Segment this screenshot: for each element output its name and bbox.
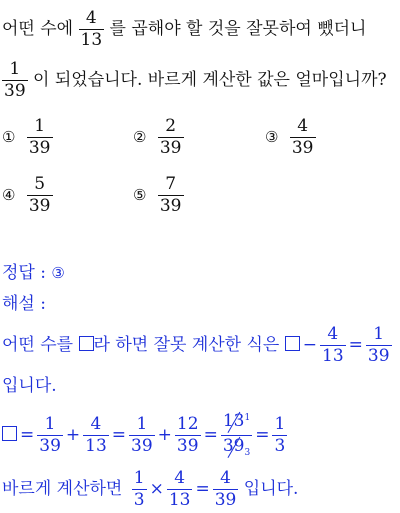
equals-sign: = <box>20 425 35 445</box>
times-sign: × <box>149 479 164 499</box>
calculation-line <box>2 413 287 458</box>
fraction <box>366 326 392 365</box>
answer-line <box>2 263 65 283</box>
reduced-numerator: 1 <box>244 413 251 423</box>
cancelled-numerator: 13 <box>222 411 245 431</box>
equals-sign: = <box>348 335 363 355</box>
explanation-text: 바르게 계산하면 <box>2 479 123 499</box>
minus-sign: − <box>302 335 317 355</box>
denominator: 13 <box>322 346 344 366</box>
explanation-line-2: 입니다. <box>2 376 57 396</box>
denominator: 3 <box>133 490 145 510</box>
fraction <box>132 470 147 509</box>
numerator: 5 <box>34 174 46 194</box>
choice-mark: ② <box>133 128 147 146</box>
denominator: 39 <box>291 138 314 158</box>
unknown-box <box>79 336 94 351</box>
denominator: 39 <box>39 436 61 456</box>
answer-label: 정답 : <box>2 263 46 283</box>
numerator: 4 <box>85 8 97 28</box>
numerator: 1 <box>133 468 145 488</box>
cancelled-fraction <box>221 413 252 458</box>
fraction <box>2 61 28 100</box>
numerator: 12 <box>176 414 199 434</box>
denominator: 3 <box>274 436 286 456</box>
numerator: 1 <box>9 59 21 79</box>
denominator: 39 <box>28 138 51 158</box>
numerator: 4 <box>297 116 309 136</box>
denominator: 39 <box>159 138 182 158</box>
fraction <box>158 176 184 215</box>
denominator: 39 <box>214 490 237 510</box>
fraction <box>290 118 316 157</box>
fraction <box>175 416 201 455</box>
fraction <box>129 416 155 455</box>
denominator <box>221 435 252 458</box>
denominator: 39 <box>176 436 199 456</box>
equals-sign: = <box>203 425 218 445</box>
choice-mark: ⑤ <box>133 186 147 204</box>
choice-1[interactable] <box>2 118 53 157</box>
denominator: 13 <box>80 30 103 50</box>
denominator: 13 <box>85 436 107 456</box>
numerator: 4 <box>90 414 102 434</box>
numerator: 4 <box>220 468 231 488</box>
question-text: 를 곱해야 할 것을 잘못하여 뺐더니 <box>109 19 367 39</box>
explanation-text: 입니다. <box>243 479 299 499</box>
fraction <box>167 470 193 509</box>
equals-sign: = <box>111 425 127 445</box>
question-text: 어떤 수에 <box>2 19 74 39</box>
plus-sign: + <box>65 425 81 445</box>
unknown-box <box>285 336 300 351</box>
equals-sign: = <box>195 479 210 499</box>
numerator: 1 <box>34 116 46 136</box>
choice-2[interactable] <box>133 118 184 157</box>
explanation-line-1 <box>2 326 392 365</box>
choice-3[interactable] <box>265 118 316 157</box>
fraction <box>83 416 109 455</box>
reduced-denominator: 3 <box>244 448 251 458</box>
explanation-text: 어떤 수를 <box>2 335 74 355</box>
numerator: 7 <box>165 174 177 194</box>
choice-5[interactable] <box>133 176 184 215</box>
fraction <box>213 470 239 509</box>
denominator: 39 <box>159 196 182 216</box>
denominator: 13 <box>168 490 191 510</box>
choice-mark: ③ <box>265 128 279 146</box>
numerator: 4 <box>327 324 339 344</box>
denominator: 39 <box>131 436 153 456</box>
numerator: 1 <box>44 414 56 434</box>
choice-mark: ④ <box>2 186 16 204</box>
fraction <box>272 416 287 455</box>
fraction <box>79 10 105 49</box>
numerator <box>221 413 252 435</box>
numerator: 4 <box>174 468 186 488</box>
question-text: 이 되었습니다. 바르게 계산한 값은 얼마입니까? <box>33 70 387 90</box>
fraction <box>27 118 53 157</box>
equals-sign: = <box>255 425 270 445</box>
denominator: 39 <box>4 81 26 101</box>
choice-4[interactable] <box>2 176 53 215</box>
unknown-box <box>2 426 17 441</box>
numerator: 2 <box>165 116 177 136</box>
question-line-2 <box>2 61 387 100</box>
choice-mark: ① <box>2 128 16 146</box>
explanation-text: 라 하면 잘못 계산한 식은 <box>93 335 280 355</box>
numerator: 1 <box>274 414 286 434</box>
question-line-1 <box>2 10 366 49</box>
numerator: 1 <box>136 414 148 434</box>
explanation-label: 해설 : <box>2 294 46 314</box>
final-line <box>2 470 298 509</box>
numerator: 1 <box>373 324 385 344</box>
fraction <box>27 176 53 215</box>
answer-value: ③ <box>51 264 65 282</box>
denominator: 39 <box>28 196 51 216</box>
cancelled-denominator: 39 <box>222 436 245 456</box>
fraction <box>37 416 63 455</box>
fraction <box>158 118 184 157</box>
denominator: 39 <box>367 346 390 366</box>
plus-sign: + <box>157 425 172 445</box>
fraction <box>320 326 346 365</box>
